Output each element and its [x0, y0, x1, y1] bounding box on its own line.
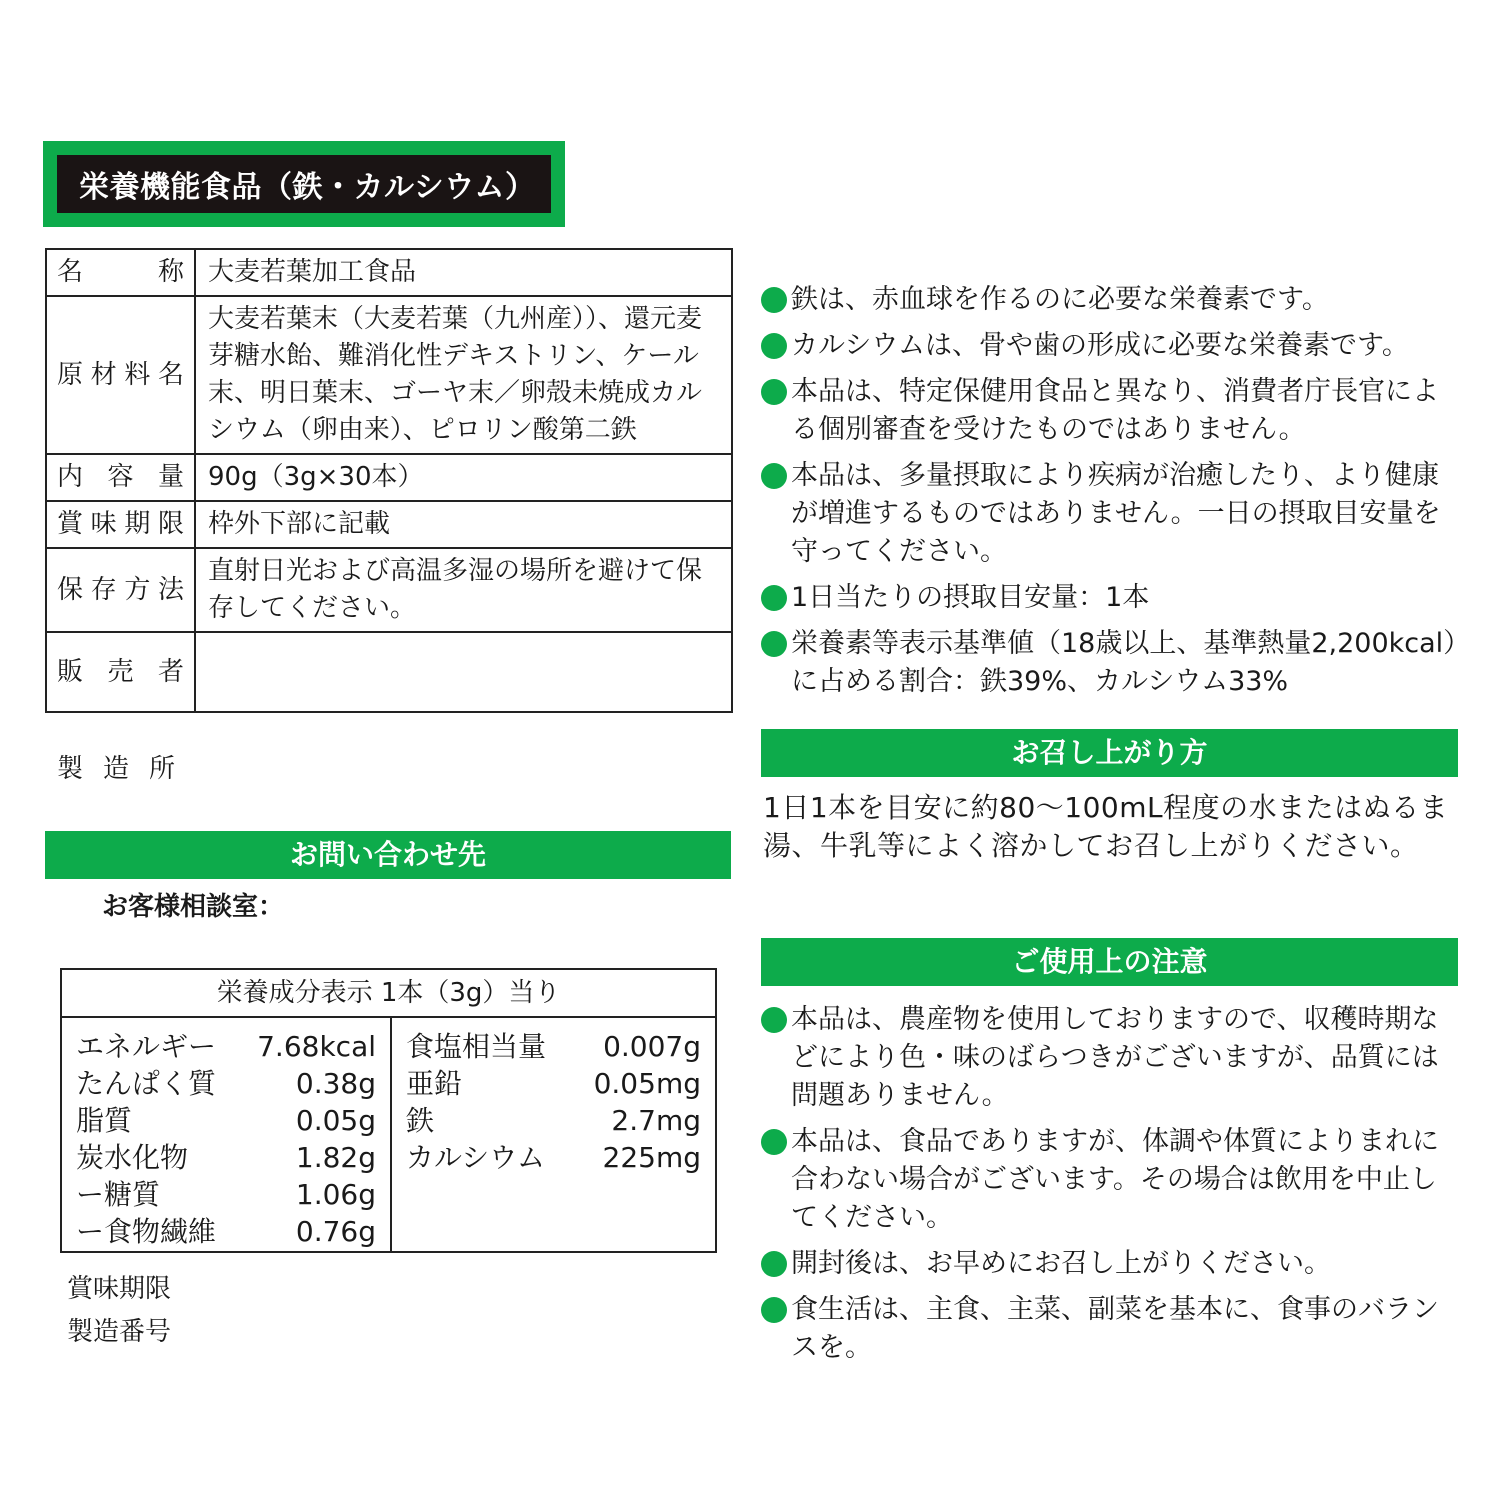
nutrient-name: たんぱく質 — [76, 1067, 217, 1100]
nutrient-name: カルシウム — [406, 1141, 546, 1174]
nutrient-name: エネルギー — [76, 1030, 217, 1063]
info-label: 原材料名 — [46, 296, 195, 454]
list-item — [761, 1245, 1463, 1283]
list-item-text: 開封後は、お早めにお召し上がりください。 — [791, 1248, 1331, 1279]
nutrient-value: 0.05g — [295, 1104, 376, 1137]
bullet-dot-icon — [761, 579, 791, 617]
bullet-dot-icon — [761, 281, 791, 319]
nutrient-name: ー糖質 — [76, 1178, 161, 1211]
info-label: 賞味期限 — [46, 501, 195, 548]
info-row-best-before — [46, 501, 732, 548]
list-item-text: 本品は、多量摂取により疾病が治癒したり、より健康が増進するものではありません。一日の摂取目安量を守ってください。 — [791, 460, 1441, 567]
nutrient-name: 食塩相当量 — [406, 1030, 547, 1063]
best-before-label: 賞味期限 — [67, 1274, 172, 1304]
bottom-notes — [67, 1268, 171, 1354]
list-item — [761, 1001, 1463, 1115]
nutrient-row — [76, 1176, 376, 1213]
nutrient-name: 脂質 — [76, 1104, 133, 1137]
list-item — [761, 327, 1463, 365]
nutrient-value: 1.06g — [295, 1178, 376, 1211]
bullet-dot-icon — [761, 457, 791, 495]
info-label: 名 称 — [46, 249, 195, 296]
list-item-text: 1日当たりの摂取目安量：1本 — [791, 582, 1150, 613]
nutrient-row — [406, 1028, 701, 1065]
list-item-text: 栄養素等表示基準値（18歳以上、基準熱量2,200kcal）に占める割合：鉄39%、カルシウム33% — [791, 628, 1457, 697]
product-info-table — [45, 248, 733, 713]
info-value: 大麦若葉加工食品 — [195, 249, 732, 296]
nutrient-value: 1.82g — [295, 1141, 376, 1174]
info-row-storage — [46, 548, 732, 632]
info-label: 販売者 — [46, 632, 195, 712]
info-value: 大麦若葉末（大麦若葉（九州産））、還元麦芽糖水飴、難消化性デキストリン、ケール末、明日葉末、ゴーヤ末／卵殻未焼成カルシウム（卵由来）、ピロリン酸第二鉄 — [195, 296, 732, 454]
nutrient-row — [76, 1213, 376, 1250]
list-item — [761, 625, 1463, 701]
info-value: 直射日光および高温多湿の場所を避けて保存してください。 — [195, 548, 732, 632]
function-claims-list — [761, 281, 1463, 709]
nutrient-row — [406, 1102, 701, 1139]
nutrition-title: 栄養成分表示 1本（3g）当り — [62, 970, 715, 1018]
how-to-text: 1日1本を目安に約80～100mL程度の水またはぬるま湯、牛乳等によく溶かしてお召し上がりください。 — [763, 791, 1449, 862]
caution-header: ご使用上の注意 — [761, 938, 1458, 986]
nutrient-name: 鉄 — [406, 1104, 435, 1137]
list-item — [761, 373, 1463, 449]
nutrient-value: 0.007g — [603, 1030, 701, 1063]
how-to-header: お召し上がり方 — [761, 729, 1458, 777]
list-item-text: 本品は、食品でありますが、体調や体質によりまれに合わない場合がございます。その場合は飲用を中止してください。 — [791, 1126, 1439, 1233]
nutrient-value: 0.76g — [295, 1215, 376, 1248]
info-value — [195, 632, 732, 712]
nutrient-value: 225mg — [602, 1141, 701, 1174]
info-row-content — [46, 454, 732, 501]
list-item — [761, 1291, 1463, 1367]
nutrient-value: 0.05mg — [593, 1067, 701, 1100]
nutrient-value: 7.68kcal — [257, 1030, 376, 1063]
contact-header: お問い合わせ先 — [45, 831, 731, 879]
bullet-dot-icon — [761, 1245, 791, 1283]
list-item — [761, 579, 1463, 617]
info-label: 保存方法 — [46, 548, 195, 632]
list-item — [761, 281, 1463, 319]
bullet-dot-icon — [761, 373, 791, 411]
maker-label: 製造所 — [57, 754, 196, 784]
info-value: 90g（3g×30本） — [195, 454, 732, 501]
title-badge-text: 栄養機能食品（鉄・カルシウム） — [57, 155, 551, 213]
nutrient-value: 2.7mg — [611, 1104, 701, 1137]
nutrient-row — [76, 1065, 376, 1102]
info-label: 内容量 — [46, 454, 195, 501]
nutrient-row — [406, 1065, 701, 1102]
info-row-seller — [46, 632, 732, 712]
lot-number-label: 製造番号 — [67, 1317, 172, 1347]
caution-list — [761, 1001, 1463, 1375]
bullet-dot-icon — [761, 327, 791, 365]
list-item-text: 本品は、農産物を使用しておりますので、収穫時期などにより色・味のばらつきがございますが、品質には問題ありません。 — [791, 1004, 1439, 1111]
title-badge — [43, 141, 565, 227]
nutrient-value: 0.38g — [295, 1067, 376, 1100]
list-item — [761, 1123, 1463, 1237]
list-item — [761, 457, 1463, 571]
nutrition-column-right — [392, 1018, 715, 1253]
bullet-dot-icon — [761, 1291, 791, 1329]
bullet-dot-icon — [761, 1123, 791, 1161]
nutrient-row — [76, 1139, 376, 1176]
nutrient-name: 炭水化物 — [76, 1141, 189, 1174]
info-row-name — [46, 249, 732, 296]
list-item-text: カルシウムは、骨や歯の形成に必要な栄養素です。 — [791, 330, 1409, 361]
list-item-text: 食生活は、主食、主菜、副菜を基本に、食事のバランスを。 — [791, 1294, 1439, 1363]
nutrition-column-left — [62, 1018, 392, 1253]
info-row-ingredients — [46, 296, 732, 454]
list-item-text: 鉄は、赤血球を作るのに必要な栄養素です。 — [791, 284, 1329, 315]
customer-service-label: お客様相談室： — [102, 892, 285, 922]
nutrient-row — [76, 1028, 376, 1065]
bullet-dot-icon — [761, 1001, 791, 1039]
info-value: 枠外下部に記載 — [195, 501, 732, 548]
nutrition-facts-table — [60, 968, 717, 1253]
nutrient-row — [76, 1102, 376, 1139]
nutrient-row — [406, 1139, 701, 1176]
nutrient-name: ー食物繊維 — [76, 1215, 217, 1248]
list-item-text: 本品は、特定保健用食品と異なり、消費者庁長官による個別審査を受けたものではありません。 — [791, 376, 1439, 445]
bullet-dot-icon — [761, 625, 791, 663]
nutrition-body — [62, 1018, 715, 1253]
nutrient-name: 亜鉛 — [406, 1067, 463, 1100]
